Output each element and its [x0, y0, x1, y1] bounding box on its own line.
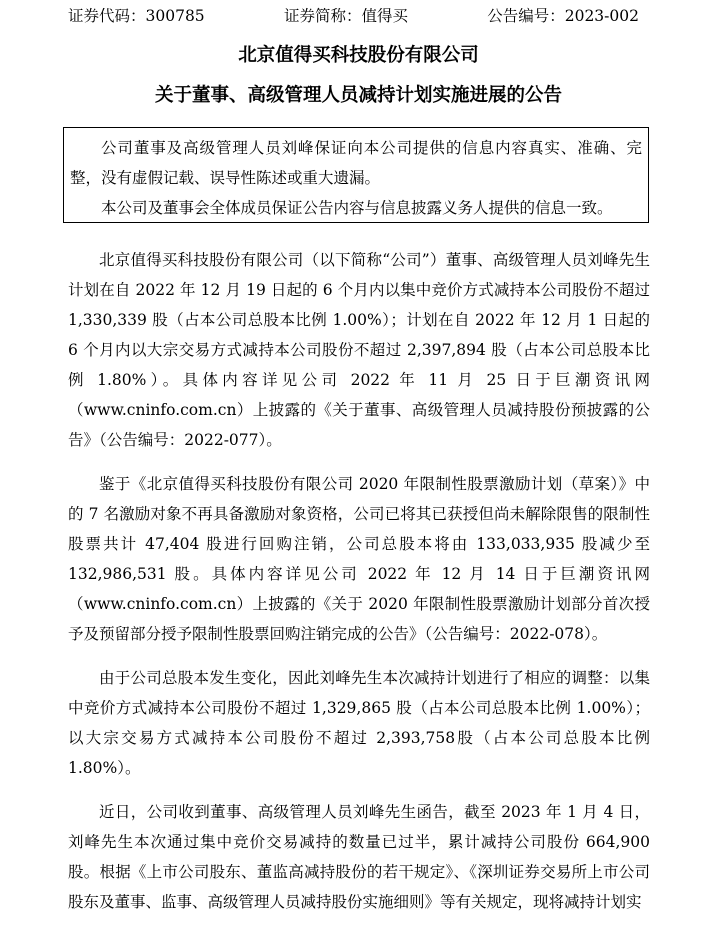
statement-paragraph-1: 公司董事及高级管理人员刘峰保证向本公司提供的信息内容真实、准确、完整，没有虚假记载、误导性陈述或重大遗漏。: [70, 139, 642, 187]
announcement-number: 公告编号：2023-002: [487, 7, 639, 25]
stock-code: 证券代码：300785: [68, 7, 205, 25]
company-title: 北京值得买科技股份有限公司: [238, 45, 479, 66]
notice-title: 关于董事、高级管理人员减持计划实施进展的公告: [154, 85, 562, 106]
body-paragraph-3: 由于公司总股本发生变化，因此刘峰先生本次减持计划进行了相应的调整：以集中竞价方式减持本公司股份不超过 1,329,865 股（占本公司总股本比例 1.00%）；以大宗交易方式减持本公司股份不超过 2,393,758股（占本公司总股本比例 1.80%）。: [68, 669, 650, 777]
announcement-body: [68, 245, 650, 931]
statement-paragraph-2: 本公司及董事会全体成员保证公告内容与信息披露义务人提供的信息一致。: [101, 199, 613, 217]
document-header: [68, 5, 639, 27]
body-paragraph-4: 近日，公司收到董事、高级管理人员刘峰先生函告，截至 2023 年 1 月 4 日，刘峰先生本次通过集中竞价交易减持的数量已过半，累计减持公司股份 664,900 股。根据《上市公司股东、董监高减持股份的若干规定》、《深圳证券交易所上市公司股东及董事、监事、高级管理人员减持股份实施细则》等有关规定，现将减持计划实: [68, 803, 650, 911]
disclosure-statement-box: [63, 127, 649, 223]
body-paragraph-1: 北京值得买科技股份有限公司（以下简称“公司”）董事、高级管理人员刘峰先生计划在自 2022 年 12 月 19 日起的 6 个月内以集中竞价方式减持本公司股份不超过 1,330,339 股（占本公司总股本比例 1.00%）；计划在自 2022 年 12 月 1 日起的 6 个月内以大宗交易方式减持本公司股份不超过 2,397,894 股（占本公司总股本比例 1.80%）。具体内容详见公司 2022 年 11 月 25 日于巨潮资讯网（www.cninfo.com.cn）上披露的《关于董事、高级管理人员减持股份预披露的公告》（公告编号：2022-077）。: [68, 251, 650, 449]
body-paragraph-2: 鉴于《北京值得买科技股份有限公司 2020 年限制性股票激励计划（草案）》中的 7 名激励对象不再具备激励对象资格，公司已将其已获授但尚未解除限售的限制性股票共计 47,404 股进行回购注销，公司总股本将由 133,033,935 股减少至 132,986,531 股。具体内容详见公司 2022 年 12 月 14 日于巨潮资讯网（www.cninfo.com.cn）上披露的《关于 2020 年限制性股票激励计划部分首次授予及预留部分授予限制性股票回购注销完成的公告》（公告编号：2022-078）。: [68, 475, 650, 643]
stock-name: 证券简称：值得买: [283, 7, 408, 25]
